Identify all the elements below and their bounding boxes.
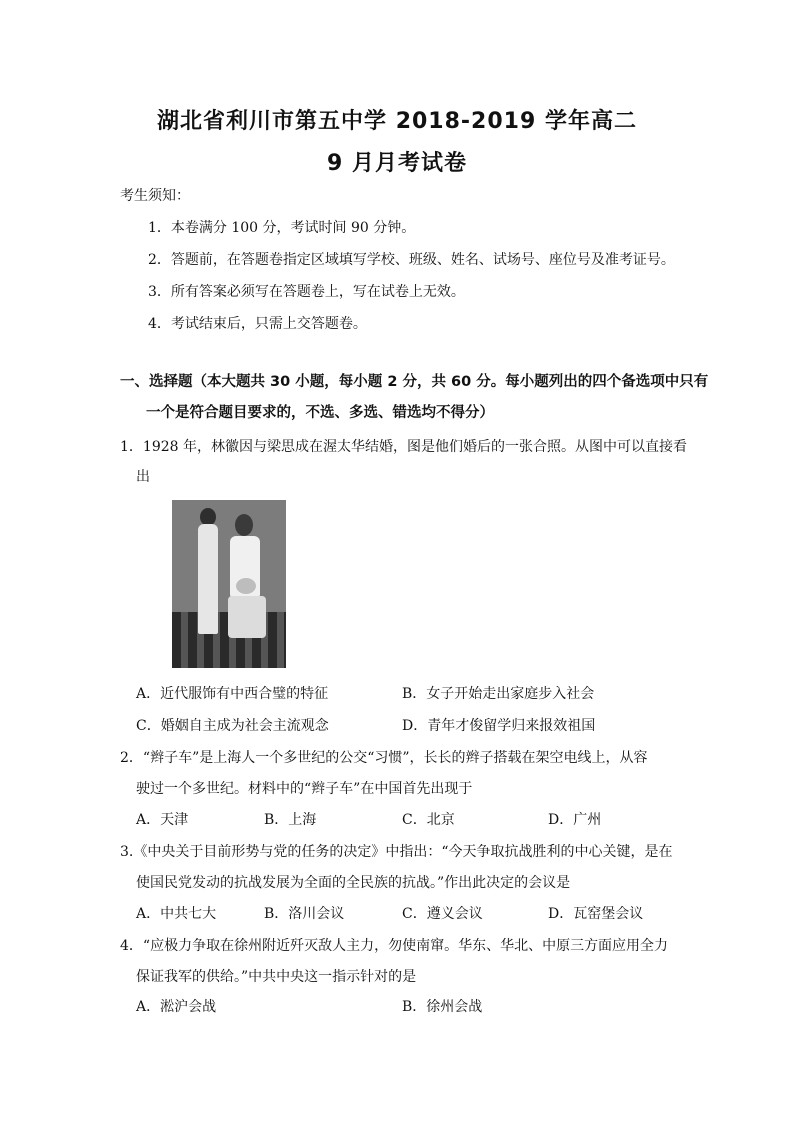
q2-option-a: A．天津	[136, 812, 189, 828]
q3-option-a: A．中共七大	[136, 906, 217, 922]
q2-option-b: B．上海	[264, 812, 317, 828]
notice-heading: 考生须知：	[120, 188, 190, 204]
q4-option-a: A．淞沪会战	[136, 999, 217, 1015]
q3-option-b: B．洛川会议	[264, 906, 345, 922]
notice-item: 3．所有答案必须写在答题卷上，写在试卷上无效。	[148, 284, 465, 300]
q1-option-c: C．婚姻自主成为社会主流观念	[136, 718, 329, 734]
q2-option-d: D．广州	[548, 812, 602, 828]
q1-option-d: D．青年才俊留学归来报效祖国	[402, 718, 596, 734]
question-4-stem-cont: 保证我军的供给。”中共中央这一指示针对的是	[136, 969, 417, 985]
q1-option-b: B．女子开始走出家庭步入社会	[402, 686, 595, 702]
question-1-stem-cont: 出	[136, 469, 150, 485]
question-2-stem-cont: 驶过一个多世纪。材料中的“辫子车”在中国首先出现于	[136, 781, 473, 797]
section-heading-line1: 一、选择题（本大题共 30 小题，每小题 2 分，共 60 分。每小题列出的四个备选项中只有	[120, 374, 709, 390]
notice-item: 1．本卷满分 100 分，考试时间 90 分钟。	[148, 220, 416, 236]
question-2-stem: 2．“辫子车”是上海人一个多世纪的公交“习惯”，长长的辫子搭载在架空电线上，从容	[120, 750, 648, 766]
wedding-photo	[172, 500, 286, 668]
notice-item: 2．答题前，在答题卷指定区域填写学校、班级、姓名、试场号、座位号及准考证号。	[148, 252, 675, 268]
question-3-stem: 3.《中央关于目前形势与党的任务的决定》中指出：“今天争取抗战胜利的中心关键，是在	[120, 844, 673, 860]
photo-hat	[236, 578, 256, 594]
q3-option-d: D．瓦窑堡会议	[548, 906, 644, 922]
q4-option-b: B．徐州会战	[402, 999, 483, 1015]
question-3-stem-cont: 使国民党发动的抗战发展为全面的全民族的抗战。”作出此决定的会议是	[136, 875, 571, 891]
q1-option-a: A．近代服饰有中西合璧的特征	[136, 686, 329, 702]
question-1-stem: 1．1928 年，林徽因与梁思成在渥太华结婚，图是他们婚后的一张合照。从图中可以直接看	[120, 439, 687, 455]
section-heading-line2: 一个是符合题目要求的，不选、多选、错选均不得分）	[146, 405, 494, 421]
exam-title-line2: 9 月月考试卷	[327, 151, 467, 176]
photo-man-head	[235, 514, 253, 536]
q3-option-c: C．遵义会议	[402, 906, 483, 922]
q2-option-c: C．北京	[402, 812, 455, 828]
photo-woman-dress	[198, 524, 218, 634]
question-4-stem: 4．“应极力争取在徐州附近歼灭敌人主力，勿使南窜。华东、华北、中原三方面应用全力	[120, 938, 669, 954]
photo-man-trousers	[228, 596, 266, 638]
notice-item: 4．考试结束后，只需上交答题卷。	[148, 316, 367, 332]
exam-title-line1: 湖北省利川市第五中学 2018-2019 学年高二	[157, 109, 637, 134]
